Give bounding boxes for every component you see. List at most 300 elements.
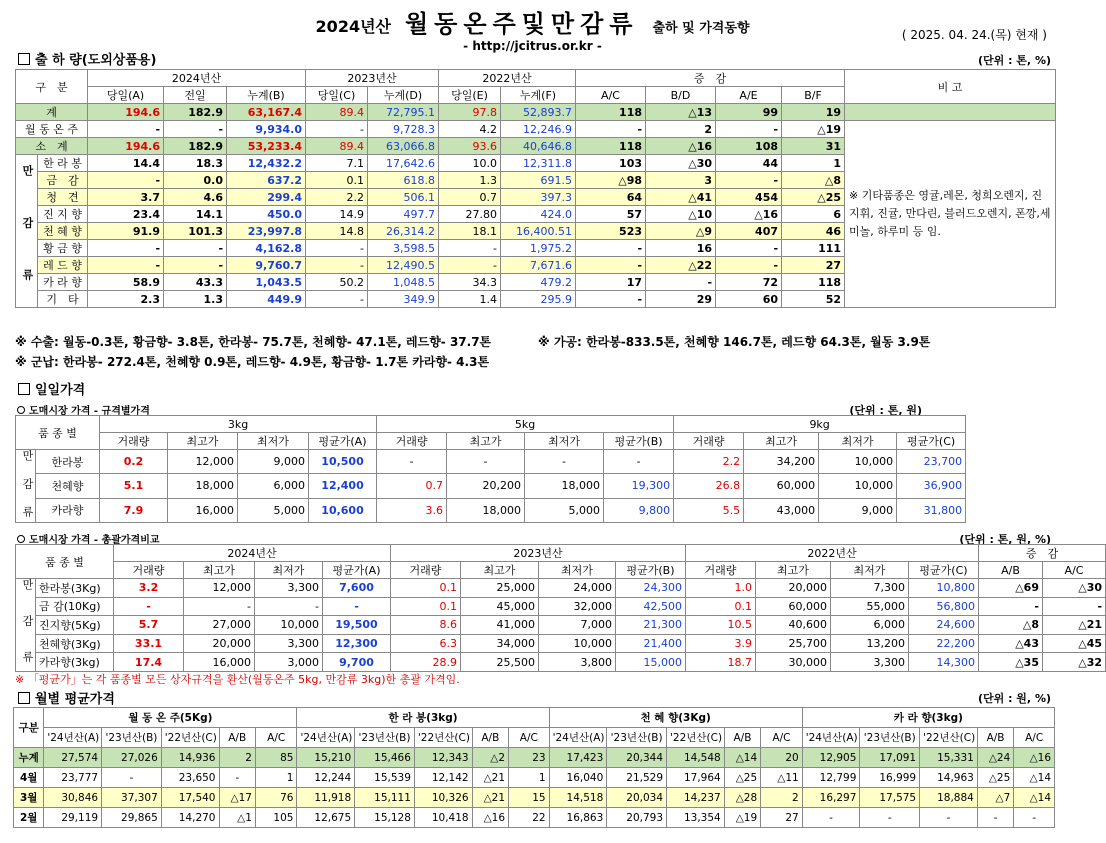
table-cell: 6.3 [391, 634, 461, 653]
remarks-cell [845, 104, 1056, 121]
row-label: 진 지 향 [38, 206, 88, 223]
table-cell: 45,000 [461, 597, 539, 616]
table-cell: △16 [716, 206, 782, 223]
table-cell: - [576, 121, 646, 138]
header-cell: 5kg [377, 416, 674, 433]
table-cell: - [164, 240, 227, 257]
table-cell: 12,343 [414, 748, 472, 768]
checkbox-square-icon [18, 383, 30, 395]
table-cell: 25,000 [461, 579, 539, 598]
table-cell: △30 [1043, 579, 1106, 598]
table-cell: 34,200 [744, 450, 819, 474]
header-cell: 2023년산 [391, 545, 686, 562]
table-cell: 21,400 [616, 634, 686, 653]
header-cell: '23년산(B) [355, 728, 415, 748]
average-price-note: ※ 「평균가」는 각 품종별 모든 상자규격을 환산(월동온주 5kg, 만감류 3kg)한 총괄 가격임. [15, 673, 460, 686]
table-cell: 9,000 [238, 450, 309, 474]
table-cell: 58.9 [88, 274, 164, 291]
table-cell: 12,244 [297, 768, 355, 788]
table-cell: 10,326 [414, 788, 472, 808]
table-cell: - [447, 450, 525, 474]
table-cell: 1,975.2 [501, 240, 576, 257]
table-cell: 14,300 [909, 653, 979, 672]
table-cell: 12,142 [414, 768, 472, 788]
table-cell: - [88, 257, 164, 274]
header-cell: 평균가(B) [616, 562, 686, 579]
table-cell: 15,128 [355, 808, 415, 828]
table-cell: 17,540 [161, 788, 219, 808]
header-cell: 카 라 향(3kg) [802, 708, 1054, 728]
row-label: 천 혜 향 [38, 223, 88, 240]
table-cell: - [114, 597, 184, 616]
table-cell: 20,000 [756, 579, 831, 598]
circle-bullet-icon [17, 535, 25, 543]
table-cell: 42,500 [616, 597, 686, 616]
table-cell: 16,297 [802, 788, 860, 808]
table-cell: 523 [576, 223, 646, 240]
table-cell: 9,934.0 [227, 121, 306, 138]
table-cell: 5.5 [674, 498, 744, 522]
table-cell: 16 [646, 240, 716, 257]
row-label: 황 금 향 [38, 240, 88, 257]
table-cell: 15,111 [355, 788, 415, 808]
table-cell: 3.7 [88, 189, 164, 206]
table-cell: 16,000 [184, 653, 255, 672]
table-cell: - [716, 257, 782, 274]
table-cell: 91.9 [88, 223, 164, 240]
header-cell: '22년산(C) [414, 728, 472, 748]
table-cell: 20 [761, 748, 803, 768]
table-cell: 10,000 [819, 474, 897, 498]
table-cell: 3,000 [255, 653, 323, 672]
table-cell: 16,999 [860, 768, 920, 788]
table-cell: 24,000 [539, 579, 616, 598]
year-label: 2024년산 [315, 17, 391, 36]
header-cell: 평균가(C) [897, 433, 966, 450]
table-cell: 12,490.5 [368, 257, 439, 274]
table-row [16, 450, 966, 474]
table-cell: △41 [646, 189, 716, 206]
table-cell: 26,314.2 [368, 223, 439, 240]
table-cell: 34,000 [461, 634, 539, 653]
table-cell: 63,167.4 [227, 104, 306, 121]
header-cell: 최고가 [756, 562, 831, 579]
table-cell: - [977, 808, 1013, 828]
table-cell: 14,270 [161, 808, 219, 828]
table-cell: 28.9 [391, 653, 461, 672]
header-cell: B/D [646, 87, 716, 104]
table-cell: 118 [782, 274, 845, 291]
table-cell: 7,300 [831, 579, 909, 598]
table-cell: 2.3 [88, 291, 164, 308]
table-cell: - [920, 808, 978, 828]
header-cell: 증 감 [979, 545, 1106, 562]
table-cell: 63,066.8 [368, 138, 439, 155]
header-cell: 당일(C) [306, 87, 368, 104]
table-cell: 18,884 [920, 788, 978, 808]
header-cell: 2023년산 [306, 70, 439, 87]
table-cell: 10,600 [309, 498, 377, 522]
table-cell: 19 [782, 104, 845, 121]
table-cell: 8.6 [391, 616, 461, 635]
table-header-row [16, 562, 1106, 579]
table-cell: - [219, 768, 255, 788]
header-cell: '22년산(C) [667, 728, 725, 748]
table-cell: 12,000 [184, 579, 255, 598]
table-cell: 9,700 [323, 653, 391, 672]
table-cell: 15,331 [920, 748, 978, 768]
table-cell: 2 [219, 748, 255, 768]
table-cell: △19 [724, 808, 760, 828]
header-cell: 3kg [100, 416, 377, 433]
table-cell: - [306, 240, 368, 257]
table-cell: 32,000 [539, 597, 616, 616]
table-cell: 27 [761, 808, 803, 828]
table-cell: △8 [979, 616, 1043, 635]
table-cell: 1 [255, 768, 297, 788]
table-cell: △25 [782, 189, 845, 206]
table-cell: 12,300 [323, 634, 391, 653]
header-cell: 거래량 [100, 433, 168, 450]
table-cell: - [102, 768, 162, 788]
group-label-text: 만 감 류 [21, 450, 34, 519]
table-cell: 118 [576, 104, 646, 121]
table-row [16, 616, 1106, 635]
row-label: 한라봉(3Kg) [36, 579, 114, 598]
table-cell: 0.1 [391, 579, 461, 598]
table-cell: 27,000 [184, 616, 255, 635]
group-label [16, 579, 36, 672]
checkbox-square-icon [18, 53, 30, 65]
table-cell: △19 [782, 121, 845, 138]
table-cell: 21,529 [607, 768, 667, 788]
table-cell: 20,200 [447, 474, 525, 498]
table-cell: 2.2 [306, 189, 368, 206]
table-cell: 101.3 [164, 223, 227, 240]
site-url[interactable]: - http://jcitrus.or.kr - [463, 39, 602, 53]
table-cell: 3,300 [255, 579, 323, 598]
header-cell: 거래량 [686, 562, 756, 579]
table-header-row [16, 416, 966, 433]
table-cell: 20,034 [607, 788, 667, 808]
table-cell: △21 [472, 788, 508, 808]
table-cell: 3,300 [831, 653, 909, 672]
header-cell: 최저가 [539, 562, 616, 579]
table-cell: 7,600 [323, 579, 391, 598]
table-cell: 15,539 [355, 768, 415, 788]
table-cell: 0.1 [686, 597, 756, 616]
shipment-table [15, 69, 1056, 308]
table-cell: 29,119 [44, 808, 102, 828]
table-cell: 3.2 [114, 579, 184, 598]
table-cell: 2.2 [674, 450, 744, 474]
table-cell: 27 [782, 257, 845, 274]
table-cell: 2 [646, 121, 716, 138]
table-cell: 40,600 [756, 616, 831, 635]
table-cell: 7.1 [306, 155, 368, 172]
table-cell: 11,918 [297, 788, 355, 808]
table-cell: 55,000 [831, 597, 909, 616]
row-label: 2월 [14, 808, 44, 828]
table-cell: 5,000 [238, 498, 309, 522]
row-label: 누계 [14, 748, 44, 768]
table-cell: 27.80 [439, 206, 501, 223]
table-cell: 9,000 [819, 498, 897, 522]
header-cell: 품 종 별 [16, 545, 114, 579]
header-cell: A/B [472, 728, 508, 748]
header-cell: '22년산(C) [920, 728, 978, 748]
table-cell: 2 [761, 788, 803, 808]
header-cell: 누계(B) [227, 87, 306, 104]
header-cell: 평균가(A) [323, 562, 391, 579]
table-cell: 6,000 [238, 474, 309, 498]
table-cell: △21 [472, 768, 508, 788]
table-cell: 89.4 [306, 104, 368, 121]
header-cell: 최저가 [525, 433, 604, 450]
table-cell: 450.0 [227, 206, 306, 223]
table-cell: 60,000 [744, 474, 819, 498]
table-cell: 479.2 [501, 274, 576, 291]
table-cell: 31 [782, 138, 845, 155]
compare-price-table [15, 544, 1106, 672]
header-cell: 최고가 [461, 562, 539, 579]
table-cell: 12,000 [168, 450, 238, 474]
checkbox-square-icon [18, 692, 30, 704]
table-cell: - [716, 172, 782, 189]
table-cell: △43 [979, 634, 1043, 653]
table-cell: △9 [646, 223, 716, 240]
table-cell: - [646, 274, 716, 291]
table-cell: - [377, 450, 447, 474]
table-cell: 72,795.1 [368, 104, 439, 121]
daily-subtitle: 도매시장 가격 - 규격별가격 [17, 402, 150, 417]
table-cell: 12,905 [802, 748, 860, 768]
header-cell: A/C [1014, 728, 1055, 748]
table-cell: 3,800 [539, 653, 616, 672]
table-cell: 22 [509, 808, 550, 828]
table-cell: - [979, 597, 1043, 616]
table-cell: - [576, 240, 646, 257]
table-cell: 27,574 [44, 748, 102, 768]
table-cell: 449.9 [227, 291, 306, 308]
header-cell: A/B [724, 728, 760, 748]
table-cell: 40,646.8 [501, 138, 576, 155]
header-cell: '24년산(A) [297, 728, 355, 748]
row-label: 카라향(3kg) [36, 653, 114, 672]
table-cell: 12,799 [802, 768, 860, 788]
table-cell: 407 [716, 223, 782, 240]
table-cell: 37,307 [102, 788, 162, 808]
table-cell: △69 [979, 579, 1043, 598]
table-cell: △11 [761, 768, 803, 788]
header-cell: 한 라 봉(3kg) [297, 708, 549, 728]
table-cell: 14.9 [306, 206, 368, 223]
table-cell: 16,040 [549, 768, 607, 788]
table-cell: 23 [509, 748, 550, 768]
table-cell: 44 [716, 155, 782, 172]
table-cell: 23,650 [161, 768, 219, 788]
table-cell: - [860, 808, 920, 828]
table-cell: 3,300 [255, 634, 323, 653]
monthly-price-table [13, 707, 1055, 828]
table-cell: - [306, 121, 368, 138]
compare-subtitle: 도매시장 가격 - 총괄가격비교 [17, 531, 160, 546]
table-cell: 23,997.8 [227, 223, 306, 240]
table-cell: 397.3 [501, 189, 576, 206]
table-cell: △35 [979, 653, 1043, 672]
table-cell: 7,671.6 [501, 257, 576, 274]
table-cell: △8 [782, 172, 845, 189]
table-cell: 43,000 [744, 498, 819, 522]
table-cell: 25,500 [461, 653, 539, 672]
table-cell: △16 [646, 138, 716, 155]
row-label: 진지향(5Kg) [36, 616, 114, 635]
table-cell: 10,000 [255, 616, 323, 635]
table-cell: - [576, 257, 646, 274]
table-cell: 12,675 [297, 808, 355, 828]
table-cell: 18.7 [686, 653, 756, 672]
table-cell: 14,963 [920, 768, 978, 788]
table-cell: - [184, 597, 255, 616]
table-cell: 10.5 [686, 616, 756, 635]
table-cell: 1,043.5 [227, 274, 306, 291]
header-cell: 구분 [14, 708, 44, 748]
table-cell: 6,000 [831, 616, 909, 635]
table-cell: 41,000 [461, 616, 539, 635]
table-cell: △16 [472, 808, 508, 828]
circle-bullet-icon [17, 406, 25, 414]
table-cell: 4.6 [164, 189, 227, 206]
table-cell: 0.0 [164, 172, 227, 189]
table-cell: 14,548 [667, 748, 725, 768]
table-cell: △22 [646, 257, 716, 274]
table-cell: 299.4 [227, 189, 306, 206]
table-cell: 52 [782, 291, 845, 308]
table-cell: △7 [977, 788, 1013, 808]
table-cell: 19,300 [604, 474, 674, 498]
table-cell: △2 [472, 748, 508, 768]
table-cell: 52,893.7 [501, 104, 576, 121]
table-row [16, 579, 1106, 598]
table-cell: 349.9 [368, 291, 439, 308]
header-cell: A/C [509, 728, 550, 748]
header-cell: 거래량 [391, 562, 461, 579]
table-cell: 36,900 [897, 474, 966, 498]
table-cell: - [525, 450, 604, 474]
table-cell: 17.4 [114, 653, 184, 672]
table-cell: 17,423 [549, 748, 607, 768]
daily-section-title: 일일가격 [18, 379, 85, 398]
header-cell: 최저가 [255, 562, 323, 579]
table-cell: 182.9 [164, 138, 227, 155]
table-cell: 93.6 [439, 138, 501, 155]
header-cell: '24년산(A) [549, 728, 607, 748]
table-cell: 14.8 [306, 223, 368, 240]
table-cell: △14 [1014, 768, 1055, 788]
table-cell: 295.9 [501, 291, 576, 308]
table-cell: - [716, 240, 782, 257]
table-cell: - [306, 291, 368, 308]
header-cell: 거래량 [377, 433, 447, 450]
table-cell: 14.4 [88, 155, 164, 172]
military-note: ※ 군납: 한라봉- 272.4톤, 천혜향 0.9톤, 레드향- 4.9톤, 황금향- 1.7톤 카라향- 4.3톤 [15, 355, 490, 369]
table-cell: 33.1 [114, 634, 184, 653]
table-cell: △24 [977, 748, 1013, 768]
table-cell: 99 [716, 104, 782, 121]
group-label-text: 만 감 류 [21, 579, 34, 668]
table-cell: △30 [646, 155, 716, 172]
table-cell: 10,000 [539, 634, 616, 653]
table-cell: 103 [576, 155, 646, 172]
monthly-unit: (단위 : 원, %) [977, 692, 1051, 705]
table-cell: 13,354 [667, 808, 725, 828]
page-subtitle: 출하 및 가격동향 [652, 21, 750, 36]
table-cell: 72 [716, 274, 782, 291]
table-cell: 15,000 [616, 653, 686, 672]
table-cell: 12,311.8 [501, 155, 576, 172]
table-header-row [16, 433, 966, 450]
header-cell: 평균가(B) [604, 433, 674, 450]
table-cell: 1 [782, 155, 845, 172]
header-cell: 당일(A) [88, 87, 164, 104]
table-cell: 21,300 [616, 616, 686, 635]
header-cell: 누계(D) [368, 87, 439, 104]
table-cell: 15 [509, 788, 550, 808]
table-cell: - [88, 172, 164, 189]
compare-unit: (단위 : 톤, 원, %) [959, 533, 1051, 546]
table-cell: 85 [255, 748, 297, 768]
table-cell: 60,000 [756, 597, 831, 616]
table-cell: 22,200 [909, 634, 979, 653]
header-cell: 2024년산 [114, 545, 391, 562]
table-cell: 10,800 [909, 579, 979, 598]
table-cell: 15,466 [355, 748, 415, 768]
table-row [14, 808, 1055, 828]
table-cell: - [439, 257, 501, 274]
table-cell: 637.2 [227, 172, 306, 189]
header-cell: '22년산(C) [161, 728, 219, 748]
table-cell: 7.9 [100, 498, 168, 522]
table-cell: 454 [716, 189, 782, 206]
table-cell: 10.0 [439, 155, 501, 172]
table-cell: △28 [724, 788, 760, 808]
table-row [16, 498, 966, 522]
table-cell: - [1014, 808, 1055, 828]
table-cell: 17,964 [667, 768, 725, 788]
table-cell: 24,600 [909, 616, 979, 635]
table-cell: 9,760.7 [227, 257, 306, 274]
header-cell: 최고가 [447, 433, 525, 450]
table-cell: 23,700 [897, 450, 966, 474]
table-row [14, 788, 1055, 808]
header-cell: 구 분 [16, 70, 88, 104]
table-cell: 18,000 [447, 498, 525, 522]
header-cell: A/B [977, 728, 1013, 748]
shipment-section-title: 출 하 량(도외상품용) [18, 49, 156, 68]
table-cell: 118 [576, 138, 646, 155]
group-label [16, 155, 38, 308]
processing-note: ※ 가공: 한라봉-833.5톤, 천혜향 146.7톤, 레드향 64.3톤, 월동 3.9톤 [538, 335, 931, 349]
header-cell: '23년산(B) [607, 728, 667, 748]
table-cell: △98 [576, 172, 646, 189]
table-row [16, 634, 1106, 653]
table-cell: △1 [219, 808, 255, 828]
table-cell: 1.0 [686, 579, 756, 598]
table-cell: 108 [716, 138, 782, 155]
table-cell: 29,865 [102, 808, 162, 828]
table-cell: - [164, 121, 227, 138]
table-cell: - [88, 240, 164, 257]
